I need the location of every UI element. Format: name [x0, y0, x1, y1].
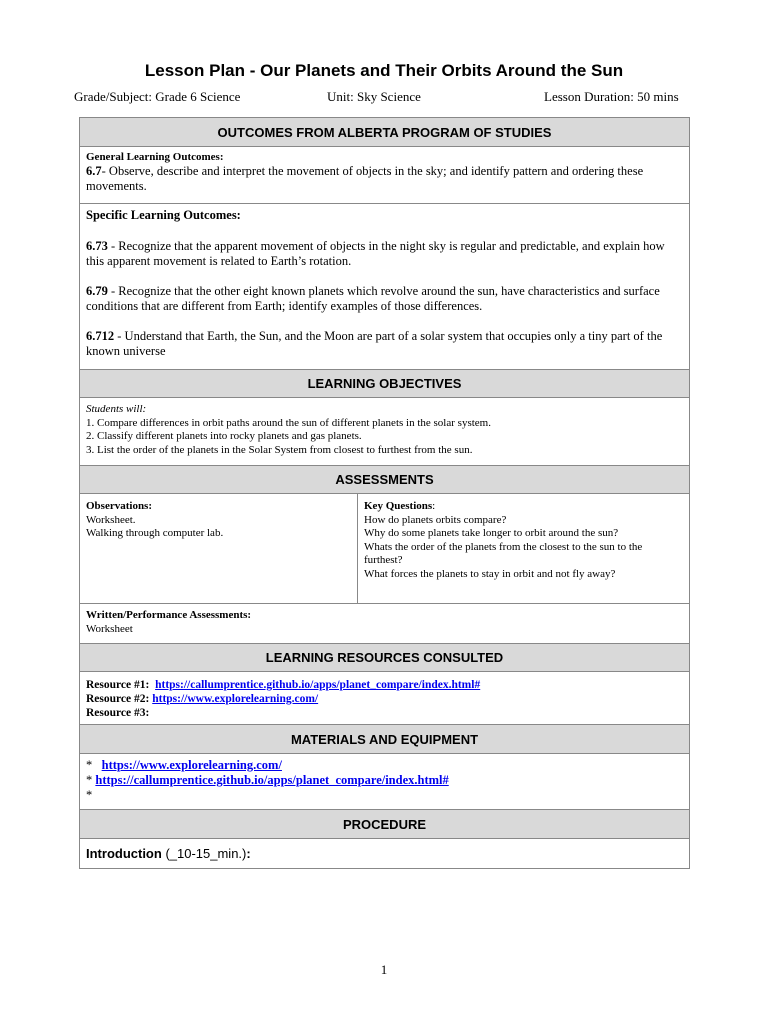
outcome-number: 6.73 — [86, 239, 108, 253]
outcome-number: 6.712 — [86, 329, 115, 343]
resource-1-label: Resource #1: — [86, 679, 150, 691]
key-question: How do planets orbits compare? — [364, 513, 507, 526]
key-question: Whats the order of the planets from the closest to the sun to the furthest? — [364, 540, 643, 566]
observations-cell — [80, 494, 358, 604]
bullet: * — [86, 773, 93, 787]
introduction-label: Introduction — [86, 846, 162, 861]
page-number: 1 — [380, 962, 388, 977]
outcome-number: 6.79 — [86, 284, 108, 298]
outcomes-heading: OUTCOMES FROM ALBERTA PROGRAM OF STUDIES — [80, 118, 690, 147]
key-questions-cell: Key Questions: How do planets orbits compare? Why do some planets take longer to orbit around the sun? Whats the order of the planets from the closest to the sun to the furthest? What forces the planets to stay in orbit and not fly away? — [358, 494, 690, 604]
specific-outcome-item — [86, 284, 683, 314]
key-question: What forces the planets to stay in orbit and not fly away? — [364, 567, 616, 580]
outcome-text: - Understand that Earth, the Sun, and the Moon are part of a solar system that occupies only a tiny part of the known universe — [86, 329, 663, 358]
objectives-intro: Students will: — [86, 403, 147, 415]
objective-item: 1. Compare differences in orbit paths around the sun of different planets in the solar system. — [86, 416, 491, 429]
materials-heading: MATERIALS AND EQUIPMENT — [80, 725, 690, 754]
general-outcome-number: 6.7 — [86, 164, 102, 178]
bullet: * — [86, 758, 93, 772]
bullet: * — [86, 788, 93, 802]
specific-outcomes-cell — [80, 204, 690, 370]
materials-link-1[interactable]: https://www.explorelearning.com/ — [101, 758, 282, 772]
introduction-cell — [80, 839, 690, 869]
page-title: Lesson Plan - Our Planets and Their Orbits Around the Sun — [144, 61, 624, 80]
key-questions-label: Key Questions — [364, 500, 433, 512]
resource-2-link[interactable]: https://www.explorelearning.com/ — [152, 693, 319, 705]
observation-item: Walking through computer lab. — [86, 527, 224, 539]
specific-outcome-item — [86, 329, 683, 359]
objectives-cell — [80, 398, 690, 466]
objectives-heading: LEARNING OBJECTIVES — [80, 370, 690, 398]
resource-2-label: Resource #2: — [86, 693, 150, 705]
resource-3-label: Resource #3: — [86, 707, 150, 719]
materials-cell — [80, 754, 690, 810]
key-question: Why do some planets take longer to orbit around the sun? — [364, 527, 619, 539]
written-assessments-label: Written/Performance Assessments: — [86, 609, 252, 621]
objective-item: 2. Classify different planets into rocky planets and gas planets. — [86, 430, 362, 442]
resources-heading: LEARNING RESOURCES CONSULTED — [80, 644, 690, 672]
procedure-heading: PROCEDURE — [80, 810, 690, 839]
general-outcomes-cell — [80, 147, 690, 204]
outcome-text: - Recognize that the other eight known planets which revolve around the sun, have characteristics and surface conditions that are different from Earth; identify examples of those differences. — [86, 284, 660, 313]
objective-item: 3. List the order of the planets in the Solar System from closest to furthest from the sun. — [86, 443, 473, 456]
written-assessments-value: Worksheet — [86, 622, 133, 635]
specific-outcome-item — [86, 239, 683, 269]
observation-item: Worksheet. — [86, 513, 136, 526]
assessments-heading: ASSESSMENTS — [80, 466, 690, 494]
introduction-time: (_10-15_min.) — [161, 846, 247, 861]
written-assessments-cell — [80, 604, 690, 644]
materials-link-2[interactable]: https://callumprentice.github.io/apps/planet_compare/index.html# — [95, 773, 449, 787]
observations-label: Observations: — [86, 500, 152, 512]
lesson-plan-table — [79, 117, 690, 869]
resources-cell — [80, 672, 690, 725]
lesson-duration: Lesson Duration: 50 mins — [544, 89, 679, 104]
grade-subject: Grade/Subject: Grade 6 Science — [74, 89, 241, 104]
outcome-text: - Recognize that the apparent movement of objects in the night sky is regular and predictable, and explain how this apparent movement is related to Earth’s rotation. — [86, 239, 665, 268]
introduction-colon: : — [246, 846, 251, 861]
specific-outcomes-label: Specific Learning Outcomes: — [86, 208, 241, 222]
unit: Unit: Sky Science — [327, 89, 421, 104]
general-outcome-text: - Observe, describe and interpret the movement of objects in the sky; and identify pattern and ordering these movements. — [86, 164, 644, 193]
general-outcomes-label: General Learning Outcomes: — [86, 151, 224, 163]
resource-1-link[interactable]: https://callumprentice.github.io/apps/planet_compare/index.html# — [155, 679, 481, 691]
